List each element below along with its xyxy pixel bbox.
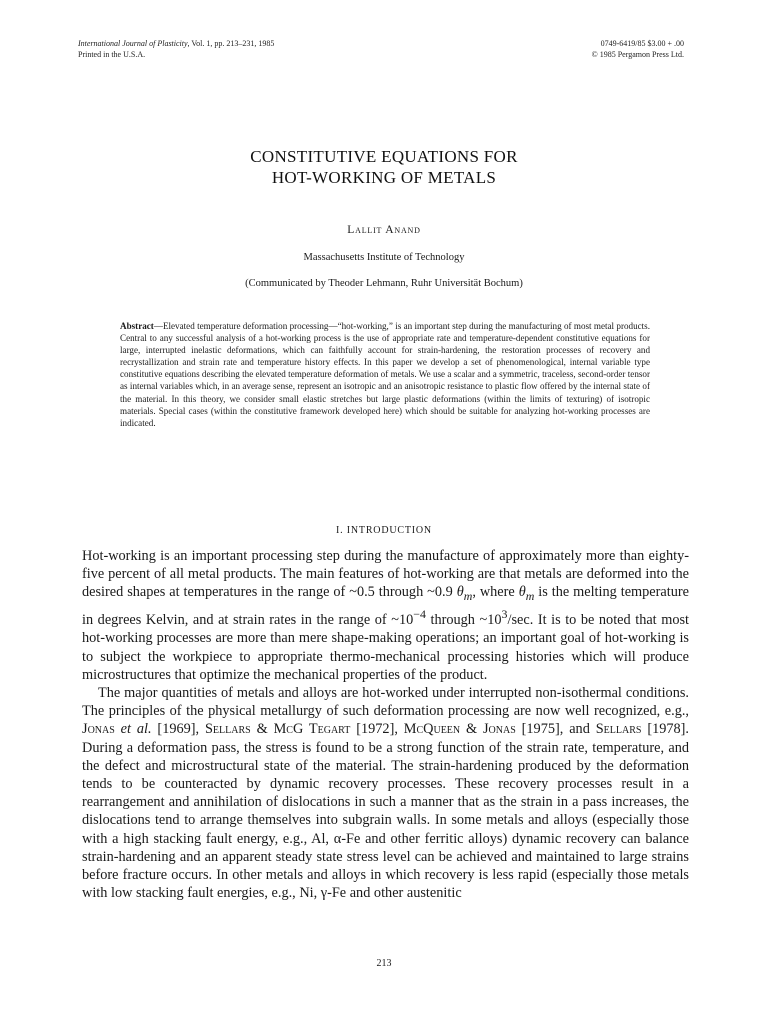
citation-author: Sellars & McG Tegart <box>204 721 351 738</box>
math-theta: θ <box>518 584 526 601</box>
citation-year: [1978]. <box>641 721 690 738</box>
running-header-right <box>592 38 684 60</box>
math-subscript: m <box>525 589 535 604</box>
math-superscript: 3 <box>501 607 508 622</box>
running-header-left <box>78 38 274 60</box>
citation-year: [1975], and <box>515 721 596 738</box>
text-run: , where <box>472 584 519 601</box>
citation-author: Jonas <box>82 721 115 738</box>
communicated-by: (Communicated by Theoder Lehmann, Ruhr Universität Bochum) <box>245 278 523 289</box>
text-run: through ~10 <box>425 612 502 629</box>
title-line-2: HOT-WORKING OF METALS <box>271 168 497 187</box>
citation-year: [1972], <box>350 721 404 738</box>
affiliation: Massachusetts Institute of Technology <box>303 252 465 263</box>
printed-in: Printed in the U.S.A. <box>78 50 146 59</box>
text-run: Hot-working is an important processing step during the manufacture of approximately more than eighty-five percent of all metal products. The main features of hot-working are that metals are deformed into the desired shapes at temperatures in the range of ~0.5 through ~0.9 <box>82 548 689 601</box>
text-run: /sec. It is to be noted that most hot-working processes are more than mere shape-making operations; an important goal of hot-working is to subject the workpiece to appropriate thermo-mechanical processing histories which will produce microstructures that optimize the mechanical properties of the product. <box>82 612 690 683</box>
text-run: During a deformation pass, the stress is found to be a strong function of the strain rate, temperature, and the defect and microstructural state of the material. The strain-hardening produced by the deformation tends to be counteracted by dynamic recovery processes. These recovery processes result in a rearrangement and annihilation of dislocations in such a manner that as the strain in a pass increases, the dislocations tend to arrange themselves into subgrain walls. In some metals and alloys (especially those with a high stacking fault energy, e.g., Al, α-Fe and other ferritic alloys) dynamic recovery can balance strain-hardening and an apparent steady state stress level can be achieved and maintained to large strains before fracture occurs. In other metals and alloys in which recovery is less rapid (especially those metals with low stacking fault energies, e.g., Ni, γ-Fe and other austenitic <box>82 739 689 902</box>
citation-etal: et al. <box>120 721 152 738</box>
math-theta: θ <box>456 584 464 601</box>
abstract-text: —Elevated temperature deformation processing—“hot-working,” is an important step during the manufacturing of most metal products. Central to any successful analysis of a hot-working process is the use of appropriate rate and temperature-dependent constitutive equations for large, interrupted inelastic deformations, which can faithfully account for strain-hardening, the restoration processes of recovery and recrystallization and strain rate and temperature history effects. In this paper we develop a set of phenomenological, internal variable type constitutive equations describing the elevated temperature deformation of metals. We use a scalar and a symmetric, traceless, second-order tensor as internal variables which, in an average sense, represent an isotropic and an anisotropic resistance to plastic flow offered by the internal state of the material. In this theory, we consider small elastic stretches but large plastic deformations (within the limits of texturing) of isotropic materials. Special cases (within the constitutive framework developed here) which should be suitable for analyzing hot-working processes are indicated. <box>120 321 650 428</box>
math-superscript: −4 <box>413 607 426 622</box>
citation-year: [1969], <box>151 721 205 738</box>
author-name: Lallit Anand <box>347 224 421 236</box>
paragraph-1 <box>82 547 689 684</box>
citation-author: McQueen & Jonas <box>403 721 516 738</box>
text-run: is the melting temperature in degrees Kelvin, and at strain rates in the range of ~10 <box>82 584 689 629</box>
text-run: The major quantities of metals and alloys are hot-worked under interrupted non-isothermal conditions. The principles of the physical metallurgy of such deformation processing are now well recognized, e.g., <box>82 685 689 720</box>
copyright: © 1985 Pergamon Press Ltd. <box>591 50 684 59</box>
abstract-label: Abstract <box>120 321 154 331</box>
math-subscript: m <box>463 589 473 604</box>
page-number: 213 <box>376 958 392 969</box>
journal-name: International Journal of Plasticity <box>78 39 188 48</box>
abstract <box>120 320 650 429</box>
volume-pages: , Vol. 1, pp. 213–231, 1985 <box>187 39 275 48</box>
paragraph-2 <box>82 684 689 902</box>
article-title <box>0 146 768 188</box>
title-line-1: CONSTITUTIVE EQUATIONS FOR <box>250 147 518 166</box>
section-heading: I. INTRODUCTION <box>336 525 432 536</box>
article-code: 0749-6419/85 $3.00 + .00 <box>600 39 684 48</box>
citation-author: Sellars <box>595 721 642 738</box>
body-text <box>82 547 689 902</box>
